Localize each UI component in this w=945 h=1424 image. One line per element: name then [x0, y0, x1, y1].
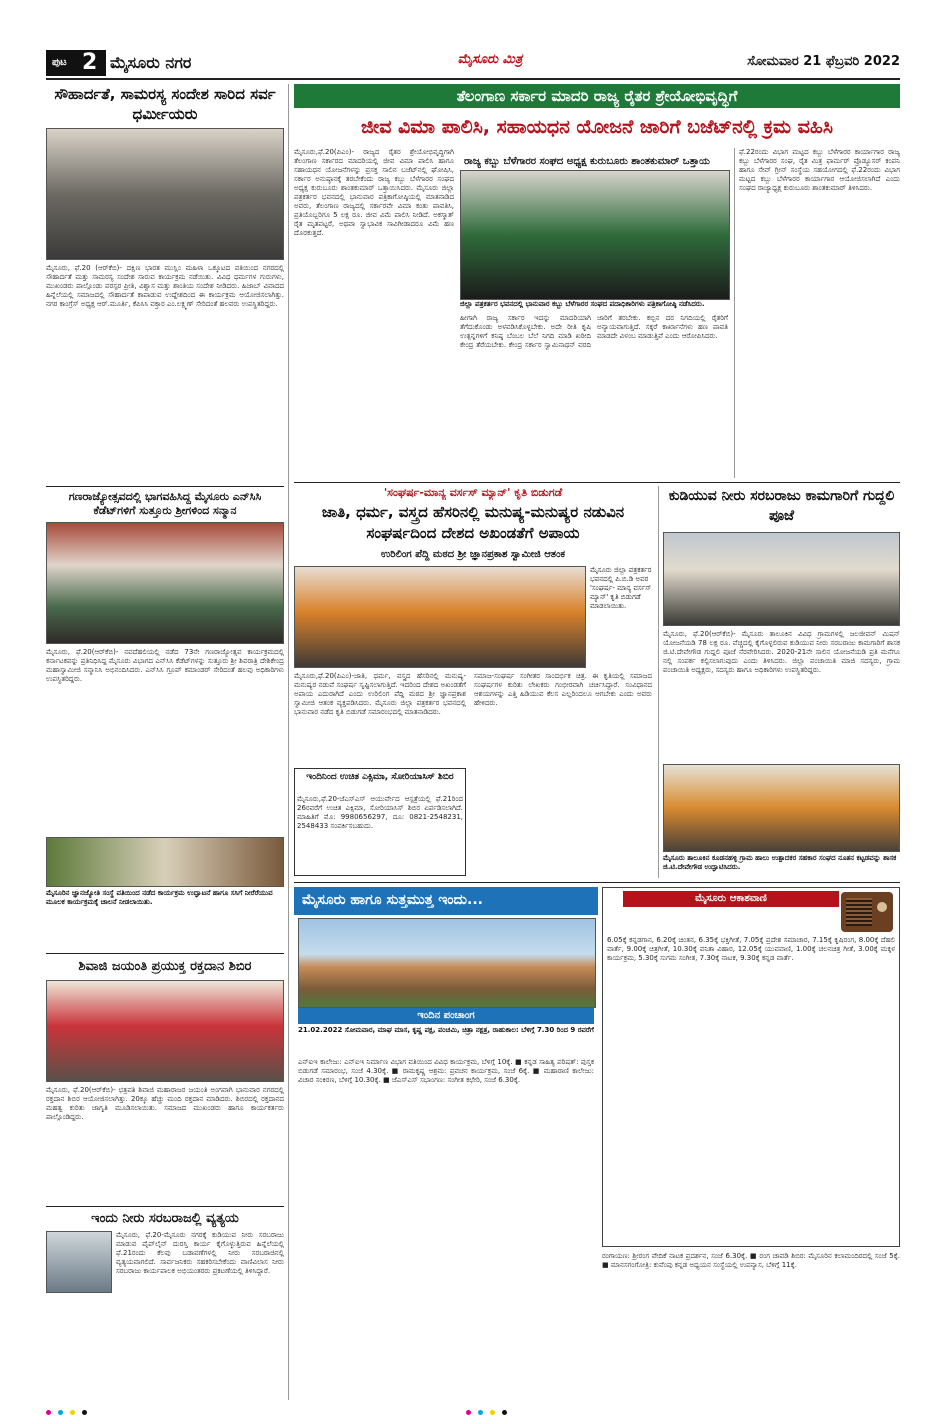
book-release-photo [294, 566, 586, 668]
section-title: ಮೈಸೂರು ನಗರ [110, 53, 192, 72]
panchanga-title: ಇಂದಿನ ಪಂಚಾಂಗ [298, 1008, 594, 1024]
left2-body: ಮೈಸೂರು, ಫೆ.20(ಆರ್‌ಕೆಬಿ)- ನವದೆಹಲಿಯಲ್ಲಿ ನಡೆದ 73ನೇ ಗಣರಾಜ್ಯೋತ್ಸವ ಕಾರ್ಯಕ್ರಮದಲ್ಲಿ ಕರ್ನಾಟಕವನ್ನು ಪ್ರತಿನಿಧಿಸಿದ್ದ ಮೈಸೂರು ವಿಭಾಗದ ಎನ್‌ಸಿಸಿ ಕೆಡೆಟ್‌ಗಳನ್ನು ಸುತ್ತೂರು ಶ್ರೀ ಶಿವರಾತ್ರಿ ದೇಶಿಕೇಂದ್ರ ಮಹಾಸ್ವಾಮೀಜಿ ಸನ್ಮಾನಿಸಿ ಅಭಿನಂದಿಸಿದರು. ಎನ್‌ಸಿಸಿ ಗ್ರೂಪ್ ಕಮಾಂಡರ್ ಸೇರಿದಂತೆ ಹಲವು ಅಧಿಕಾರಿಗಳು ಉಪಸ್ಥಿತರಿದ್ದರು. [46, 648, 284, 683]
lead-subhead: ರಾಜ್ಯ ಕಬ್ಬು ಬೆಳೆಗಾರರ ಸಂಘದ ಅಧ್ಯಕ್ಷ ಕುರುಬೂರು ಶಾಂತಕುಮಾರ್ ಒತ್ತಾಯ [464, 156, 710, 167]
radio-box [602, 887, 900, 1247]
radio-icon [841, 892, 893, 932]
lead-body-left: ಮೈಸೂರು,ಫೆ.20(ಪಿಎಂ)- ರಾಜ್ಯದ ರೈತರ ಶ್ರೇಯೋಭಿವೃದ್ಧಿಗಾಗಿ ತೆಲಂಗಾಣ ಸರ್ಕಾರದ ಮಾದರಿಯಲ್ಲಿ ಜೀವ ವಿಮಾ ಪಾಲಿಸಿ ಹಾಗೂ ಸಹಾಯಧನ ಯೋಜನೆಗಳನ್ನು ಪ್ರಸಕ್ತ ಸಾಲಿನ ಬಜೆಟ್‌ನಲ್ಲಿ ಘೋಷಿಸಿ, ಸರ್ಕಾರ ಅನುಷ್ಠಾನಕ್ಕೆ ತರಬೇಕೆಂದು ರಾಜ್ಯ ಕಬ್ಬು ಬೆಳೆಗಾರರ ಸಂಘದ ಅಧ್ಯಕ್ಷ ಕುರುಬೂರು ಶಾಂತಕುಮಾರ್ ಒತ್ತಾಯಿಸಿದರು. ಮೈಸೂರು ಜಿಲ್ಲಾ ಪತ್ರಕರ್ತರ ಭವನದಲ್ಲಿ ಭಾನುವಾರ ಪತ್ರಿಕಾಗೋಷ್ಠಿಯಲ್ಲಿ ಮಾತನಾಡಿದ ಅವರು, ತೆಲಂಗಾಣ ರಾಜ್ಯದಲ್ಲಿ ಸರ್ಕಾರವೇ ವಿಮಾ ಕಂತು ಪಾವತಿಸಿ, ಪ್ರತಿಯೊಬ್ಬರಿಗೂ 5 ಲಕ್ಷ ರೂ. ಜೀವ ವಿಮೆ ಪಾಲಿಸಿ ನೀಡಿದೆ. ಅಕಸ್ಮಾತ್ ರೈತ ಮೃತಪಟ್ಟರೆ, ಅಥವಾ ಸ್ವಾಭಾವಿಕ ಸಾವಿಗೀಡಾದರೂ ವಿಮೆ ಹಣ ದೊರಕುತ್ತದೆ. [294, 148, 454, 237]
ncc-cadets-photo [46, 522, 284, 644]
column-rule [288, 84, 289, 1400]
left1-story [46, 84, 284, 482]
mid-side-caption: ಮೈಸೂರು ಜಿಲ್ಲಾ ಪತ್ರಕರ್ತರ ಭವನದಲ್ಲಿ ಪಿ.ಬಿ.ಡಿ ಅವರ 'ಸಂಘರ್ಷ- ಮಾನ್ಯ ವರ್ಸಸ್ ಮ್ಯಾನ್' ಕೃತಿ ಬಿಡುಗಡೆ ಮಾಡಲಾಯಿತು. [590, 566, 652, 610]
left4-body: ಮೈಸೂರು, ಫೆ.20-ಮೈಸೂರು ನಗರಕ್ಕೆ ಕುಡಿಯುವ ನೀರು ಸರಬರಾಜು ಮಾಡುವ ಪೈಪ್‌ಲೈನ್ ದುರಸ್ತಿ ಕಾರ್ಯ ಕೈಗೊಳ್ಳುತ್ತಿರುವ ಹಿನ್ನೆಲೆಯಲ್ಲಿ ಫೆ.21ರಂದು ಕೆಲವು ಬಡಾವಣೆಗಳಲ್ಲಿ ನೀರು ಸರಬರಾಜಿನಲ್ಲಿ ವ್ಯತ್ಯಯವಾಗಲಿದೆ. ಸಾರ್ವಜನಿಕರು ಸಹಕರಿಸಬೇಕೆಂದು ವಾಣಿವಿಲಾಸ ನೀರು ಸರಬರಾಜು ಕಾರ್ಯಪಾಲಕ ಅಭಿಯಂತರರು ಪ್ರಕಟಣೆಯಲ್ಲಿ ತಿಳಿಸಿದ್ದಾರೆ. [116, 1231, 284, 1275]
right1-body: ಮೈಸೂರು, ಫೆ.20(ಆರ್‌ಕೆಬಿ)- ಮೈಸೂರು ತಾಲೂಕಿನ ವಿವಿಧ ಗ್ರಾಮಗಳಲ್ಲಿ ಜಲಜೀವನ್ ಮಿಷನ್ ಯೋಜನೆಯಡಿ 78 ಲಕ್ಷ ರೂ. ವೆಚ್ಚದಲ್ಲಿ ಕೈಗೊಳ್ಳಲಿರುವ ಕುಡಿಯುವ ನೀರು ಸರಬರಾಜು ಕಾಮಗಾರಿಗೆ ಶಾಸಕ ಜಿ.ಟಿ.ದೇವೇಗೌಡ ಗುದ್ದಲಿ ಪೂಜೆ ನೆರವೇರಿಸಿದರು. 2020-21ನೇ ಸಾಲಿನ ಯೋಜನೆಯಡಿ ಪ್ರತಿ ಮನೆಗೂ ನಲ್ಲಿ ಸಂಪರ್ಕ ಕಲ್ಪಿಸಲಾಗುವುದು ಎಂದು ತಿಳಿಸಿದರು. ಜಿಲ್ಲಾ ಪಂಚಾಯಿತಿ ಮಾಜಿ ಸದಸ್ಯರು, ಗ್ರಾಮ ಪಂಚಾಯಿತಿ ಅಧ್ಯಕ್ಷರು, ಸದಸ್ಯರು ಹಾಗೂ ಅಧಿಕಾರಿಗಳು ಉಪಸ್ಥಿತರಿದ್ದರು. [663, 630, 900, 674]
page-number-badge [46, 50, 106, 76]
masthead-rule [46, 78, 900, 80]
left2-headline: ಗಣರಾಜ್ಯೋತ್ಸವದಲ್ಲಿ ಭಾಗವಹಿಸಿದ್ದ ಮೈಸೂರು ಎನ್‌ಸಿಸಿ ಕೆಡೆಟ್‌ಗಳಿಗೆ ಸುತ್ತೂರು ಶ್ರೀಗಳಿಂದ ಸನ್ಮಾನ [68, 490, 262, 517]
right1-caption: ಮೈಸೂರು ತಾಲೂಕಿನ ಕೂಡನಹಳ್ಳಿ ಗ್ರಾಮ ಹಾಲು ಉತ್ಪಾದಕರ ಸಹಕಾರ ಸಂಘದ ನೂತನ ಕಟ್ಟಡವನ್ನು ಶಾಸಕ ಜಿ.ಟಿ.ದೇವೇಗೌಡ ಉದ್ಘಾಟಿಸಿದರು. [663, 854, 897, 871]
eczema-camp-box [294, 768, 466, 876]
page-number: 2 [82, 50, 98, 75]
radio-schedule: 6.05ಕ್ಕೆ ಕನ್ನಡಗಾನ, 6.20ಕ್ಕೆ ಚಿಂತನ, 6.35ಕ್ಕೆ ಭಕ್ತಿಗೀತೆ, 7.05ಕ್ಕೆ ಪ್ರದೇಶ ಸಮಾಚಾರ, 7.15ಕ್ಕೆ ಕೃಷಿರಂಗ, 8.00ಕ್ಕೆ ದೆಹಲಿ ವಾರ್ತೆ, 9.00ಕ್ಕೆ ಚಿತ್ರಗೀತೆ, 10.30ಕ್ಕೆ ವನಿತಾ ವಿಹಾರ, 12.05ಕ್ಕೆ ಯುವವಾಣಿ, 1.00ಕ್ಕೆ ಚಲನಚಿತ್ರ ಗೀತೆ, 3.00ಕ್ಕೆ ಮಕ್ಕಳ ಕಾರ್ಯಕ್ರಮ, 5.30ಕ್ಕೆ ಸುಗಮ ಸಂಗೀತ, 7.30ಕ್ಕೆ ನಾಟಕ, 9.30ಕ್ಕೆ ಕನ್ನಡ ವಾರ್ತೆ. [607, 936, 895, 962]
left4-headline: ಇಂದು ನೀರು ಸರಬರಾಜಲ್ಲಿ ವ್ಯತ್ಯಯ [91, 1211, 239, 1226]
left1-body: ಮೈಸೂರು, ಫೆ.20 (ಆರ್‌ಕೆಬಿ)- ದಕ್ಷಿಣ ಭಾರತ ಮುಸ್ಲಿಂ ಮಹಿಳಾ ಒಕ್ಕೂಟದ ವತಿಯಿಂದ ನಗರದಲ್ಲಿ ಸೌಹಾರ್ದತೆ ಮತ್ತು ಸಾಮರಸ್ಯ ಸಂದೇಶ ಸಾರುವ ಕಾರ್ಯಕ್ರಮ ನಡೆಯಿತು. ವಿವಿಧ ಧರ್ಮಗಳ ಗುರುಗಳು, ಮುಖಂಡರು ಪಾಲ್ಗೊಂಡು ಪರಸ್ಪರ ಪ್ರೀತಿ, ವಿಶ್ವಾಸ ಮತ್ತು ಶಾಂತಿಯ ಸಂದೇಶ ನೀಡಿದರು. ಹಿಜಾಬ್ ವಿವಾದದ ಹಿನ್ನೆಲೆಯಲ್ಲಿ ಸಮಾಜದಲ್ಲಿ ಸೌಹಾರ್ದತೆ ಕಾಪಾಡುವ ಉದ್ದೇಶದಿಂದ ಈ ಕಾರ್ಯಕ್ರಮ ಆಯೋಜಿಸಲಾಗಿತ್ತು. ನಗರ ಕಾಂಗ್ರೆಸ್ ಅಧ್ಯಕ್ಷ ಆರ್.ಮೂರ್ತಿ, ಕೆಪಿಸಿಸಿ ವಕ್ತಾರ ಎಂ.ಲಕ್ಷ್ಮಣ್ ಸೇರಿದಂತೆ ಹಲವರು ಉಪಸ್ಥಿತರಿದ್ದರು. [46, 264, 284, 308]
lead-body-right: ಫೆ.22ರಂದು ವಿಭಾಗ ಮಟ್ಟದ ಕಬ್ಬು ಬೆಳೆಗಾರರ ಕಾರ್ಯಾಗಾರ ರಾಜ್ಯ ಕಬ್ಬು ಬೆಳೆಗಾರರ ಸಂಘ, ರೈತ ಮಿತ್ರ ಫಾರ್ಮರ್ ಪ್ರೊಡ್ಯೂಸರ್ ಕಂಪನಿ ಹಾಗೂ ಸೇವ್ ಗ್ರೀನ್ ಸಂಸ್ಥೆಯ ಸಹಯೋಗದಲ್ಲಿ ಫೆ.22ರಂದು ವಿಭಾಗ ಮಟ್ಟದ ಕಬ್ಬು ಬೆಳೆಗಾರರ ಕಾರ್ಯಾಗಾರ ಆಯೋಜಿಸಲಾಗಿದೆ ಎಂದು ಸಂಘದ ರಾಜ್ಯಾಧ್ಯಕ್ಷ ಕುರುಬೂರು ಶಾಂತಕುಮಾರ್ ತಿಳಿಸಿದರು. [739, 148, 900, 192]
mysore-palace-photo [298, 918, 596, 1008]
radio-title: ಮೈಸೂರು ಆಕಾಶವಾಣಿ [623, 891, 839, 907]
right1-story [658, 486, 900, 878]
milk-society-photo [663, 764, 900, 852]
left2-story [46, 490, 284, 910]
book-release-story [294, 486, 652, 878]
divider [46, 486, 284, 487]
mid-kicker: 'ಸಂಘರ್ಷ-ಮಾನ್ಯ ವರ್ಸಸ್ ಮ್ಯಾನ್' ಕೃತಿ ಬಿಡುಗಡೆ [383, 486, 563, 499]
divider [46, 1206, 284, 1207]
divider [294, 482, 900, 483]
lead-photo-caption: ಜಿಲ್ಲಾ ಪತ್ರಕರ್ತರ ಭವನದಲ್ಲಿ ಭಾನುವಾರ ಕಬ್ಬು ಬೆಳೆಗಾರರ ಸಂಘದ ಪದಾಧಿಕಾರಿಗಳು ಪತ್ರಿಕಾಗೋಷ್ಠಿ ನಡೆಸಿದರು. [460, 300, 705, 308]
blood-donation-photo [46, 980, 284, 1082]
rally-photo [46, 128, 284, 260]
water-tap-photo [46, 1231, 112, 1293]
plant-watering-photo [46, 837, 284, 887]
divider [46, 953, 284, 954]
right1-headline: ಕುಡಿಯುವ ನೀರು ಸರಬರಾಜು ಕಾಮಗಾರಿಗೆ ಗುದ್ದಲಿ ಪೂಜೆ [668, 488, 895, 524]
left3-body: ಮೈಸೂರು, ಫೆ.20(ಆರ್‌ಕೆಬಿ)- ಛತ್ರಪತಿ ಶಿವಾಜಿ ಮಹಾರಾಜರ ಜಯಂತಿ ಅಂಗವಾಗಿ ಭಾನುವಾರ ನಗರದಲ್ಲಿ ರಕ್ತದಾನ ಶಿಬಿರ ಆಯೋಜಿಸಲಾಗಿತ್ತು. 20ಕ್ಕೂ ಹೆಚ್ಚು ಮಂದಿ ರಕ್ತದಾನ ಮಾಡಿದರು. ಶಿಬಿರದಲ್ಲಿ ರಕ್ತದಾನದ ಮಹತ್ವ ಕುರಿತು ಜಾಗೃತಿ ಮೂಡಿಸಲಾಯಿತು. ಸಮಾಜದ ಮುಖಂಡರು ಹಾಗೂ ಕಾರ್ಯಕರ್ತರು ಪಾಲ್ಗೊಂಡಿದ್ದರು. [46, 1086, 284, 1121]
lead-kicker: ತೆಲಂಗಾಣ ಸರ್ಕಾರ ಮಾದರಿ ರಾಜ್ಯ ರೈತರ ಶ್ರೇಯೋಭಿವೃದ್ಧಿಗೆ [294, 84, 900, 108]
left3-headline: ಶಿವಾಜಿ ಜಯಂತಿ ಪ್ರಯುಕ್ತ ರಕ್ತದಾನ ಶಿಬಿರ [78, 959, 252, 974]
events-right-column: ರಂಗಾಯಣ: ಶ್ರೀರಂಗ ವೇದಿಕೆ ನಾಟಕ ಪ್ರದರ್ಶನ, ಸಂಜೆ 6.30ಕ್ಕೆ. ■ ರಂಗ ಚಾವಡಿ ಶಿಬಿರ: ಮೈಸೂರಿನ ಕಲಾಮಂದಿರದಲ್ಲಿ ಸಂಜೆ 5ಕ್ಕೆ. ■ ಮಾನಸಗಂಗೋತ್ರಿ: ಕುವೆಂಪು ಕನ್ನಡ ಅಧ್ಯಯನ ಸಂಸ್ಥೆಯಲ್ಲಿ ಉಪನ್ಯಾಸ, ಬೆಳಿಗ್ಗೆ 11ಕ್ಕೆ. [602, 1252, 900, 1269]
registration-marks [46, 1410, 900, 1416]
mid-subhead: ಉರಿಲಿಂಗ ಪೆದ್ದಿ ಮಠದ ಶ್ರೀ ಜ್ಞಾನಪ್ರಕಾಶ ಸ್ವಾಮೀಜಿ ಆತಂಕ [380, 549, 566, 560]
issue-date: ಸೋಮವಾರ 21 ಫೆಬ್ರವರಿ 2022 [747, 54, 900, 69]
lead-sidebar [734, 148, 900, 478]
lead-body-mid: ಹೀಗಾಗಿ ರಾಜ್ಯ ಸರ್ಕಾರ ಇದನ್ನು ಮಾದರಿಯಾಗಿ ತೆಗೆದುಕೊಂಡು ಅಳವಡಿಸಿಕೊಳ್ಳಬೇಕು. ಅದೇ ರೀತಿ ಕೃಷಿ ಉತ್ಪನ್ನಗಳಿಗೆ ಕನಿಷ್ಠ ಬೆಂಬಲ ಬೆಲೆ ನಿಗದಿ ಮಾಡಿ ಖರೀದಿ ಕೇಂದ್ರ ತೆರೆಯಬೇಕು. ಕೇಂದ್ರ ಸರ್ಕಾರ ಸ್ವಾಮಿನಾಥನ್ ವರದಿ ಜಾರಿಗೆ ತರಬೇಕು. ಕಬ್ಬಿನ ದರ ನಿಗದಿಯಲ್ಲಿ ರೈತರಿಗೆ ಅನ್ಯಾಯವಾಗುತ್ತಿದೆ. ಸಕ್ಕರೆ ಕಾರ್ಖಾನೆಗಳು ಹಣ ಪಾವತಿ ಮಾಡದೇ ವಿಳಂಬ ಮಾಡುತ್ತಿವೆ ಎಂದು ಆರೋಪಿಸಿದರು. [460, 314, 728, 349]
left2-caption: ಮೈಸೂರಿನ ಜ್ಞಾನಜ್ಯೋತಿ ಸಂಸ್ಥೆ ವತಿಯಿಂದ ನಡೆದ ಕಾರ್ಯಕ್ರಮ ಉದ್ಘಾಟನೆ ಹಾಗೂ ಸಸಿಗೆ ನೀರೆರೆಯುವ ಮೂಲಕ ಕಾರ್ಯಕ್ರಮಕ್ಕೆ ಚಾಲನೆ ನೀಡಲಾಯಿತು. [46, 889, 273, 906]
divider [294, 882, 900, 883]
today-banner [294, 887, 598, 915]
page-label: ಪುಟ [52, 57, 67, 68]
mid-body-right: ಸಮಾಜ-ಸಂಘರ್ಷ ಸಂಗೀತರ ಸಾಂದರ್ಭಿಕ ಚಿತ್ರ. ಈ ಕೃತಿಯಲ್ಲಿ ಸಮಾಜದ ಸಂಘರ್ಷಗಳ ಕುರಿತು ಲೇಖಕರು ಗಂಭೀರವಾಗಿ ಚರ್ಚಿಸಿದ್ದಾರೆ. ಸಂವಿಧಾನದ ಆಶಯಗಳನ್ನು ಎತ್ತಿ ಹಿಡಿಯುವ ಕೆಲಸ ಎಲ್ಲರಿಂದಲೂ ಆಗಬೇಕು ಎಂದು ಅವರು ಹೇಳಿದರು. [474, 672, 652, 707]
left1-headline: ಸೌಹಾರ್ದತೆ, ಸಾಮರಸ್ಯ ಸಂದೇಶ ಸಾರಿದ ಸರ್ವ ಧರ್ಮೀಯರು [54, 85, 276, 123]
groundbreaking-photo [663, 532, 900, 626]
left3-story [46, 958, 284, 1198]
camp-box-body: ಮೈಸೂರು,ಫೆ.20-ಜೆಎಸ್‌ಎಸ್ ಆಯುರ್ವೇದ ಆಸ್ಪತ್ರೆಯಲ್ಲಿ ಫೆ.21ರಿಂದ 26ರವರೆಗೆ ಉಚಿತ ಎಕ್ಸಿಮಾ, ಸೋರಿಯಾಸಿಸ್ ಶಿಬಿರ ಏರ್ಪಡಿಸಲಾಗಿದೆ. ಮಾಹಿತಿಗೆ ಮೊ: 9980656297, ದೂ: 0821-2548231, 2548433 ಸಂಪರ್ಕಿಸಬಹುದು. [297, 795, 463, 830]
panchanga-text: 21.02.2022 ಸೋಮವಾರ, ಮಾಘ ಮಾಸ, ಕೃಷ್ಣ ಪಕ್ಷ, ಪಂಚಮಿ, ಚಿತ್ರಾ ನಕ್ಷತ್ರ, ರಾಹುಕಾಲ: ಬೆಳಿಗ್ಗೆ 7.30 ರಿಂದ 9 ರವರೆಗೆ [298, 1026, 594, 1034]
today-banner-text: ಮೈಸೂರು ಹಾಗೂ ಸುತ್ತಮುತ್ತ ಇಂದು... [302, 892, 483, 908]
events-listings: ಎನ್‌ಐಇ ಕಾಲೇಜು: ಎನ್‌ಐಇ ನಿರ್ಮಾಣ ವಿಭಾಗ ವತಿಯಿಂದ ವಿವಿಧ ಕಾರ್ಯಕ್ರಮ, ಬೆಳಿಗ್ಗೆ 10ಕ್ಕೆ. ■ ಕನ್ನಡ ಸಾಹಿತ್ಯ ಪರಿಷತ್: ಪುಸ್ತಕ ಬಿಡುಗಡೆ ಸಮಾರಂಭ, ಸಂಜೆ 4.30ಕ್ಕೆ. ■ ರಾಮಕೃಷ್ಣ ಆಶ್ರಮ: ಪ್ರವಚನ ಕಾರ್ಯಕ್ರಮ, ಸಂಜೆ 6ಕ್ಕೆ. ■ ಮಹಾರಾಣಿ ಕಾಲೇಜು: ವಿಚಾರ ಸಂಕಿರಣ, ಬೆಳಿಗ್ಗೆ 10.30ಕ್ಕೆ. ■ ಜೆಎಸ್‌ಎಸ್ ಸಭಾಂಗಣ: ಸಂಗೀತ ಕಛೇರಿ, ಸಂಜೆ 6.30ಕ್ಕೆ. [298, 1058, 594, 1084]
left4-story [46, 1210, 284, 1400]
camp-box-title: ಇಂದಿನಿಂದ ಉಚಿತ ಎಕ್ಸಿಮಾ, ಸೋರಿಯಾಸಿಸ್ ಶಿಬಿರ [306, 772, 454, 782]
press-meet-photo [460, 170, 730, 300]
mid-headline: ಜಾತಿ, ಧರ್ಮ, ವಸ್ತ್ರದ ಹೆಸರಿನಲ್ಲಿ ಮನುಷ್ಯ-ಮನುಷ್ಯರ ನಡುವಿನ ಸಂಘರ್ಷದಿಂದ ದೇಶದ ಅಖಂಡತೆಗೆ ಅಪಾಯ [321, 503, 625, 542]
lead-headline: ಜೀವ ವಿಮಾ ಪಾಲಿಸಿ, ಸಹಾಯಧನ ಯೋಜನೆ ಜಾರಿಗೆ ಬಜೆಟ್‌ನಲ್ಲಿ ಕ್ರಮ ವಹಿಸಿ [361, 116, 833, 138]
mid-body-left: ಮೈಸೂರು,ಫೆ.20(ಪಿಎಂ)-ಜಾತಿ, ಧರ್ಮ, ವಸ್ತ್ರದ ಹೆಸರಿನಲ್ಲಿ ಮನುಷ್ಯ-ಮನುಷ್ಯರ ನಡುವೆ ಸಂಘರ್ಷ ಸೃಷ್ಟಿಸಲಾಗುತ್ತಿದೆ. ಇದರಿಂದ ದೇಶದ ಅಖಂಡತೆಗೆ ಅಪಾಯ ಎದುರಾಗಿದೆ ಎಂದು ಉರಿಲಿಂಗ ಪೆದ್ದಿ ಮಠದ ಶ್ರೀ ಜ್ಞಾನಪ್ರಕಾಶ ಸ್ವಾಮೀಜಿ ಆತಂಕ ವ್ಯಕ್ತಪಡಿಸಿದರು. ಮೈಸೂರು ಜಿಲ್ಲಾ ಪತ್ರಕರ್ತರ ಭವನದಲ್ಲಿ ಭಾನುವಾರ ನಡೆದ ಕೃತಿ ಬಿಡುಗಡೆ ಸಮಾರಂಭದಲ್ಲಿ ಮಾತನಾಡಿದರು. [294, 672, 466, 716]
paper-name: ಮೈಸೂರು ಮಿತ್ರ [457, 52, 523, 67]
